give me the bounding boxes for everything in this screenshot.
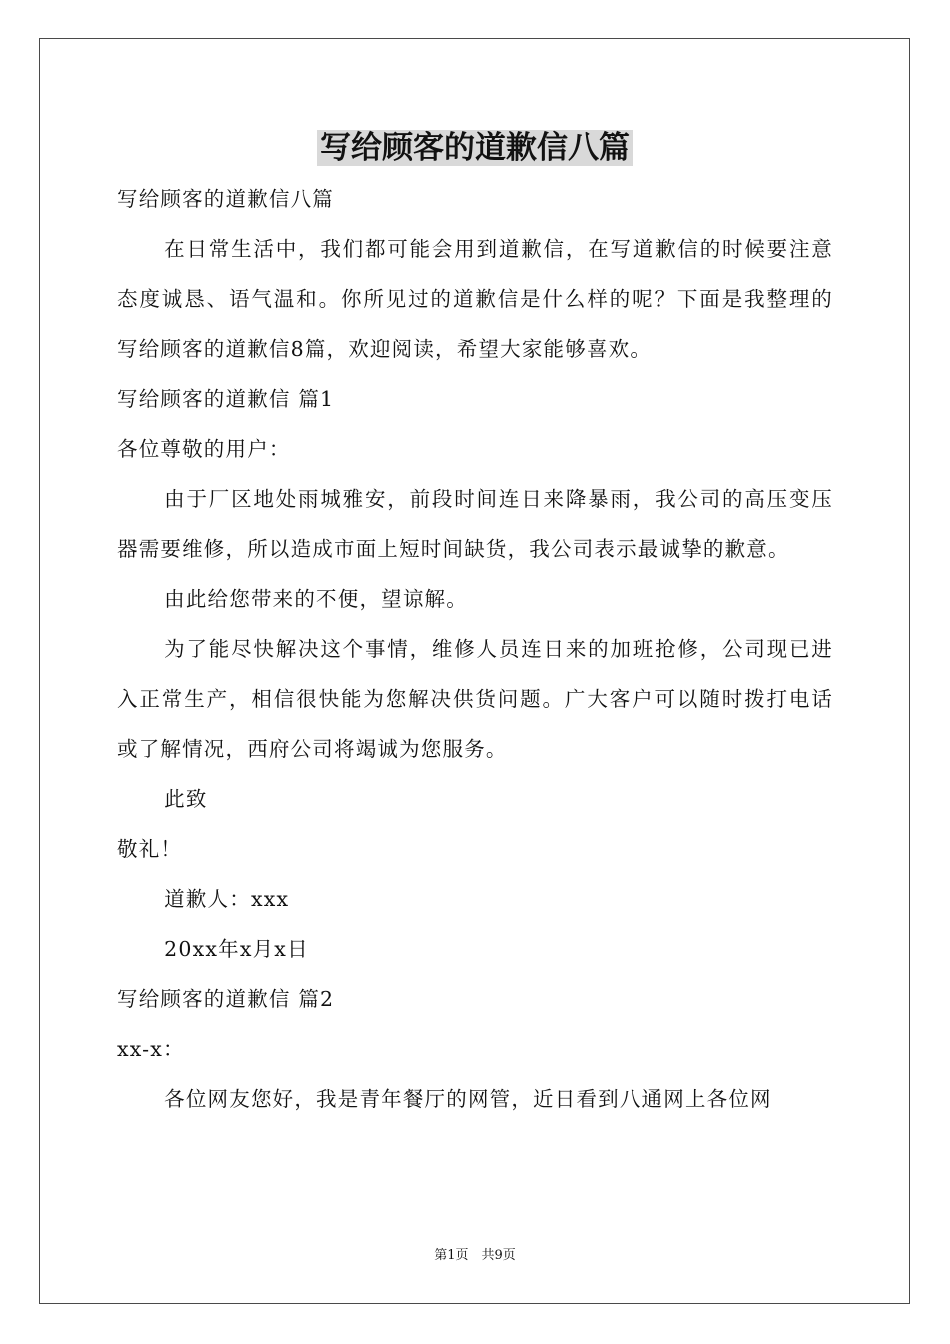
paragraph-body: 由此给您带来的不便，望谅解。 — [164, 587, 468, 611]
document-title — [0, 126, 950, 170]
closing-salute: 敬礼！ — [117, 837, 183, 861]
signature-line: 道歉人：xxx — [164, 887, 290, 911]
document-body — [117, 174, 833, 1124]
paragraph-subtitle: 写给顾客的道歉信八篇 — [117, 187, 334, 211]
section-heading-2: 写给顾客的道歉信 篇2 — [117, 987, 335, 1011]
closing-line: 此致 — [164, 787, 208, 811]
page-number-footer: 第1页 共9页 — [434, 1248, 516, 1263]
document-title-text: 写给顾客的道歉信八篇 — [317, 130, 633, 166]
salutation-1: 各位尊敬的用户： — [117, 437, 291, 461]
paragraph-body: 由于厂区地处雨城雅安，前段时间连日来降暴雨，我公司的高压变压器需要维修，所以造成市面上短时间缺货，我公司表示最诚挚的歉意。 — [117, 487, 833, 561]
section-heading-1: 写给顾客的道歉信 篇1 — [117, 387, 335, 411]
paragraph-intro: 在日常生活中，我们都可能会用到道歉信，在写道歉信的时候要注意态度诚恳、语气温和。你所见过的道歉信是什么样的呢？下面是我整理的写给顾客的道歉信8篇，欢迎阅读，希望大家能够喜欢。 — [117, 237, 833, 361]
salutation-2: xx-x： — [117, 1037, 185, 1061]
date-line: 20xx年x月x日 — [164, 937, 309, 961]
paragraph-body: 为了能尽快解决这个事情，维修人员连日来的加班抢修，公司现已进入正常生产，相信很快能为您解决供货问题。广大客户可以随时拨打电话或了解情况，西府公司将竭诚为您服务。 — [117, 637, 833, 761]
paragraph-body: 各位网友您好，我是青年餐厅的网管，近日看到八通网上各位网 — [164, 1087, 772, 1111]
